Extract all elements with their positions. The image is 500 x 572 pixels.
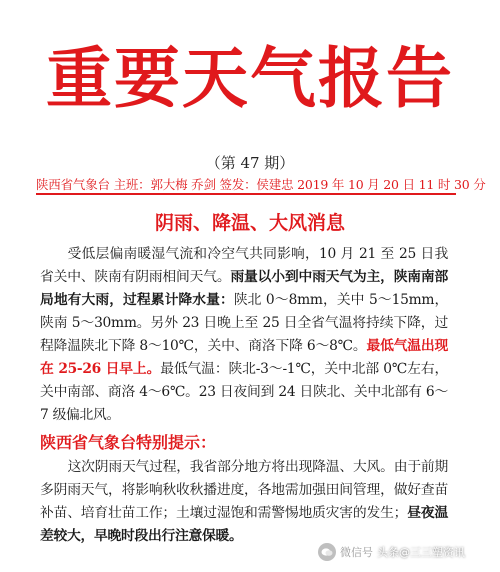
- watermark: [318, 541, 498, 563]
- report-title: 重要天气报告: [46, 39, 454, 117]
- alert-body: 这次阴雨天气过程，我省部分地方将出现降温、大风。由于前期多阴雨天气，将影响秋收秋播进度，各地需加强田间管理，做好查苗补苗、培育壮苗工作；土壤过湿饱和需警惕地质灾害的发生；: [40, 459, 448, 521]
- report-header-line: 陕西省气象台 主班：郭大梅 乔剑 签发：侯建忠 2019 年 10 月 20 日 11 时 30 分: [36, 177, 486, 192]
- alert-closing: 昼夜温差较大，早晚时段出行注意保暖。: [40, 505, 448, 544]
- rainfall-highlight: 雨量以小到中雨天气为主，陕南南部局地有大雨，过程累计降水量：: [40, 269, 448, 308]
- wechat-icon: [318, 543, 336, 561]
- watermark-text-toutiao: 头条@三三塑资讯: [377, 546, 465, 559]
- issue-number: （第 47 期）: [205, 154, 295, 172]
- report-subtitle: 阴雨、降温、大风消息: [154, 212, 345, 234]
- min-temp-highlight: 最低气温出现在 25-26 日早上。: [40, 338, 449, 377]
- rainfall-amounts: 陕北 0～8mm，关中 5～15mm，陕南 5～30mm。另外 23 日晚上至 25 日全省气温将持续下降，过程降温陕北下降 8～10℃，关中、商洛下降 6～8℃。: [40, 292, 448, 354]
- special-alert-paragraph: [40, 456, 448, 548]
- watermark-text-wechat: 微信号: [340, 546, 373, 559]
- special-alert-title: 陕西省气象台特别提示：: [40, 433, 217, 452]
- min-temp-details: 最低气温：陕北-3～-1℃，关中北部 0℃左右，关中南部、商洛 4～6℃。23 日夜间到 24 日陕北、关中北部有 6～7 级偏北风。: [40, 361, 448, 423]
- forecast-paragraph: [40, 243, 448, 427]
- red-divider: [36, 193, 456, 195]
- forecast-intro: 受低层偏南暖湿气流和冷空气共同影响，10 月 21 至 25 日我省关中、陕南有阴雨相间天气。: [40, 246, 448, 285]
